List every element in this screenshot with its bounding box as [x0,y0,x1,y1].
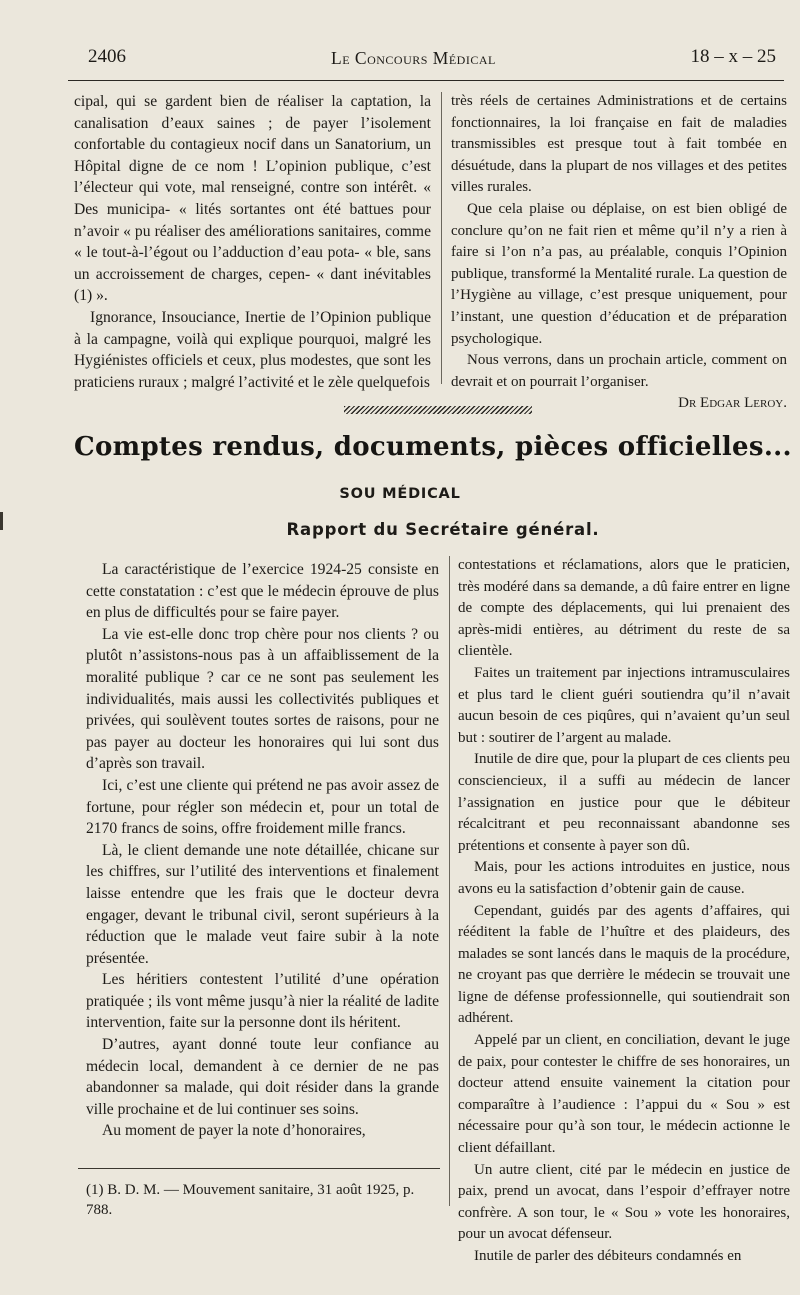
paragraph: Mais, pour les actions introduites en justice, nous avons eu la satisfaction d’obtenir gain de cause. [458,859,790,897]
section-ornament [344,406,532,414]
paragraph: cipal, qui se gardent bien de réaliser la captation, la canalisation d’eaux saines ; de payer l’isolement confortable du contagieux nocif dans un Sanatorium, un Hôpital digne de ce nom ! L’opinion publique, c’est l’électeur qui vote, mal renseigné, contre son intérêt. « Des municipa- « lités sortantes ont été battues pour n’avoir « pu réaliser des améliorations sanitaires, comme « le tout-à-l’égout ou l’adduction d’eau pota- « ble, sans un accroissement de charges, cepen- « dant inévitables (1) ». [74,93,431,305]
footnote-rule [78,1168,440,1169]
paragraph: La vie est-elle donc trop chère pour nos clients ? ou plutôt n’assistons-nous pas à un affaiblissement de la moralité publique ? car ce ne sont pas seulement les individualités, mais aussi les collectivités publiques et privées, qui soulèvent toutes sortes de raisons, pour ne pas payer au docteur les honoraires qui lui sont dus d’après son travail. [86,625,439,773]
section-subtitle: SOU MÉDICAL [339,486,461,502]
paragraph: Au moment de payer la note d’honoraires, [102,1122,366,1140]
article-column-left [74,91,431,393]
paragraph: Que cela plaise ou déplaise, on est bien obligé de conclure qu’on ne fait rien et même qu’il n’y a rien à faire si l’on n’a pas, au préalable, conquis l’Opinion publique, transformé la Mentalité rurale. La question de l’Hygiène au village, c’est presque uniquement, pour l’instant, une question d’éducation et de préparation psychologique. [451,200,787,347]
report-column-right [458,555,790,1268]
paragraph: Inutile de parler des débiteurs condamnés en [474,1248,742,1264]
column-divider [441,92,442,384]
paragraph: Nous verrons, dans un prochain article, comment on devrait et on pourrait l’organiser. [451,352,787,390]
paragraph: Inutile de dire que, pour la plupart de ces clients peu consciencieux, il a suffi au médecin de lancer l’assignation en justice pour que le débiteur récalcitrant et peu reconnaissant abandonne ses prétentions et consente à payer son dû. [458,751,790,854]
paragraph: Un autre client, cité par le médecin en justice de paix, prend un avocat, dans l’espoir d’effrayer notre confrère. A son tour, le « Sou » vote les honoraires, pour un avocat défenseur. [458,1161,790,1243]
paragraph: D’autres, ayant donné toute leur confiance au médecin local, demandent à ce dernier de ne pas abandonner sa malade, qui doit résider dans la grande ville prochaine et de lui continuer ses soins. [86,1036,439,1118]
paragraph: Appelé par un client, en conciliation, devant le juge de paix, pour contester le chiffre de ses honoraires, un docteur attend ensuite vainement la citation pour comparaître à l’audience : l’appui du « Sou » est nécessaire pour qu’à son tour, le médecin actionne le client défaillant. [458,1032,790,1157]
paragraph: très réels de certaines Administrations et de certains fonctionnaires, la loi française en fait de maladies transmissibles est presque tout à fait tombée en désuétude, dans la plupart de nos villages et des petites villes rurales. [451,93,787,196]
report-title: Rapport du Secrétaire général. [286,520,600,539]
paragraph: Là, le client demande une note détaillée, chicane sur les chiffres, sur l’utilité des interventions et finalement laisse entendre que les frais que le docteur devra engager, devant le tribunal civil, seront supérieurs à la réduction que le malade veut faire subir à la note présentée. [86,841,439,967]
page-number: 2406 [88,46,126,67]
paragraph: Cependant, guidés par des agents d’affaires, qui rééditent la fable de l’huître et des plaideurs, des malades se sont lancés dans le maquis de la procédure, ne croyant pas que derrière le médecin se trouvait une ligne de défense professionnelle, qui soutiendrait son adhérent. [458,902,790,1027]
paragraph: Ignorance, Insouciance, Inertie de l’Opinion publique à la campagne, voilà qui explique pourquoi, malgré les Hygiénistes officiels et ceux, plus modestes, que sont les praticiens ruraux ; malgré l’activité et le zèle quelquefois [74,308,431,391]
page-header [76,44,776,74]
paragraph: Faites un traitement par injections intramusculaires et plus tard le client guéri soutiendra qu’il n’avait aucun besoin de ces piqûres, qui n’avaient qu’un seul but : soutirer de l’argent au malade. [458,664,790,746]
journal-title: Le Concours Médical [331,48,496,68]
paragraph: Ici, c’est une cliente qui prétend ne pas avoir assez de fortune, pour régler son médecin et, pour un total de 2170 francs de soins, offre froidement mille francs. [86,776,439,838]
article-column-right [451,91,787,415]
issue-date: 18 – x – 25 [690,46,776,67]
header-rule [68,80,784,81]
report-column-left [86,559,439,1142]
margin-mark [0,512,3,530]
footnote: (1) B. D. M. — Mouvement sanitaire, 31 août 1925, p. 788. [86,1182,415,1218]
section-title: Comptes rendus, documents, pièces officielles... [74,432,792,462]
column-divider [449,556,450,1206]
paragraph: contestations et réclamations, alors que le praticien, très modéré dans sa demande, a dû faire entrer en ligne de compte des déplacements, qui lui prenaient des après-midi entières, au détriment du reste de sa clientèle. [458,557,790,660]
author-signature: Dr Edgar Leroy. [678,395,787,412]
paragraph: La caractéristique de l’exercice 1924-25 consiste en cette constatation : c’est que le médecin éprouve de plus en plus de difficultés pour se faire payer. [86,561,439,622]
paragraph: Les héritiers contestent l’utilité d’une opération pratiquée ; ils vont même jusqu’à nier la réalité de ladite intervention, faite sur la personne dont ils héritent. [86,971,439,1032]
